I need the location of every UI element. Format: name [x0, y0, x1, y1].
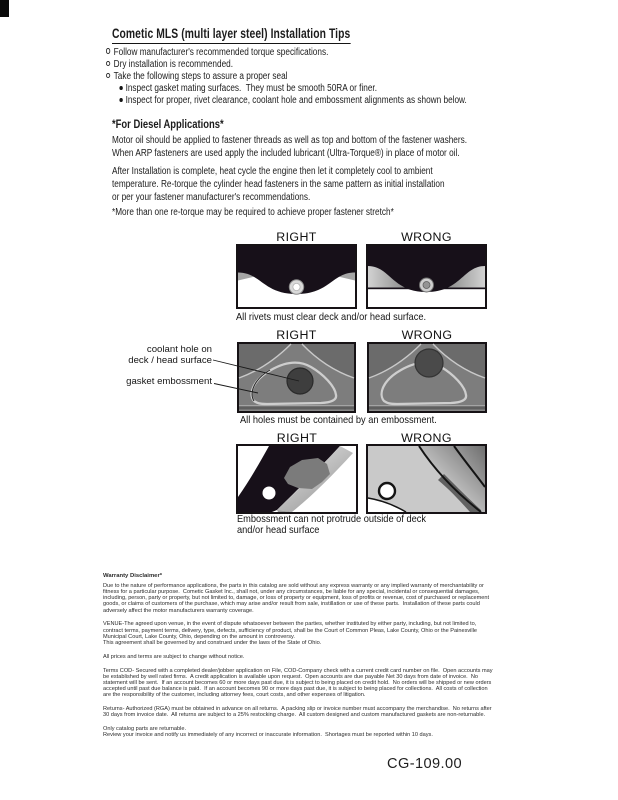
legal-line: including, person, party or property, but not limited to, damage, or loss of property or equipment, loss of profits or revenue, cost of purchased or replacement — [103, 595, 490, 602]
terms-paragraph — [103, 668, 533, 698]
prices-paragraph — [103, 654, 533, 660]
leader-lines — [210, 352, 302, 396]
filled-bullet-icon — [119, 86, 122, 90]
tip-bullet-text: Dry installation is recommended. — [113, 59, 234, 71]
right-label: RIGHT — [276, 430, 318, 445]
legal-line: statement will be sent. If an account becomes 60 or more days past due, it is subject to being placed on credit hold. No orders will be shipped or new orders — [103, 679, 492, 686]
tip-sub-bullet-text: Inspect gasket mating surfaces. They must be smooth 50RA or finer. — [125, 83, 378, 95]
legal-line: Returns- Authorized (RGA) must be obtained in advance on all returns. A packing slip or invoice number must accompany the merchandise. No returns after — [103, 705, 492, 712]
embossment-caption — [237, 515, 426, 537]
venue-paragraph — [103, 621, 533, 645]
warranty-paragraph — [103, 583, 533, 613]
open-bullet-icon — [106, 48, 110, 53]
right-label: RIGHT — [276, 230, 317, 244]
diesel-paragraph-2 — [112, 165, 445, 204]
right-label: RIGHT — [276, 327, 317, 342]
rivet-caption: All rivets must clear deck and/or head surface. — [236, 312, 427, 323]
legal-line: All prices and terms are subject to change without notice. — [103, 653, 245, 660]
tip-sub-bullet — [119, 95, 466, 107]
wrong-label: WRONG — [401, 430, 452, 445]
diesel-heading: *For Diesel Applications* — [112, 117, 224, 131]
diagram-embossment-right-graphic — [236, 444, 358, 514]
paragraph-line: temperature. Re-torque the cylinder head fasteners in the same pattern as initial installation — [112, 179, 445, 190]
legal-line: contract terms, payment terms, delivery, type, defects, sufficiency of product, shall be the Court of Common Pleas, Lake County, Ohio or the Painesville — [103, 627, 478, 634]
legal-line: fitness for a particular purpose. Cometic Gasket Inc., shall not, under any circumstances, be liable for any special, incidental or consequential damages, — [103, 589, 480, 596]
legal-line: 30 days from invoice date. All returns are subject to a 25% restocking charge. All custom designed and custom manufactured gaskets are non-returnable. — [103, 711, 486, 718]
tip-sub-bullet — [119, 83, 466, 95]
diagram-embossment-wrong-graphic — [366, 444, 487, 514]
filled-bullet-icon — [119, 98, 122, 102]
legal-line: Only catalog parts are returnable. — [103, 725, 187, 732]
legal-line: are the responsibility of the customer, including attorney fees, court costs, and other expenses of litigation. — [103, 691, 366, 698]
legal-heading: Warranty Disclaimer* — [103, 573, 163, 579]
installation-tips-list — [106, 47, 467, 107]
caption-line: and/or head surface — [237, 524, 320, 536]
page-number: CG-109.00 — [387, 756, 462, 772]
open-bullet-icon — [106, 61, 110, 66]
label-line: gasket embossment — [126, 375, 212, 387]
legal-line: goods, or claims of customers of the purchase, which may arise and/or result from sale, instillation or use of these parts. Installation of these parts could — [103, 601, 480, 608]
legal-line: Review your invoice and notify us immediately of any incorrect or inaccurate information. Shortages must be reported within 10 days. — [103, 731, 433, 738]
tip-bullet-text: Take the following steps to assure a proper seal — [113, 71, 288, 83]
paragraph-line: When ARP fasteners are used apply the included lubricant (Ultra-Torque®) in place of motor oil. — [112, 148, 460, 159]
tip-sub-bullet-text: Inspect for proper, rivet clearance, coolant hole and embossment alignments as shown below. — [125, 95, 467, 107]
legal-line: be established by well rated firms. A credit application is available upon request. Open accounts are due payable Net 30 days from date of invoice. No — [103, 673, 478, 680]
diagram-coolant-wrong-graphic — [367, 342, 487, 413]
legal-line: adversely affect the motor manufacturers warranty coverage. — [103, 607, 254, 614]
legal-line: VENUE-The agreed upon venue, in the event of dispute whatsoever between the parties, whether instituted by either party, including, but not limited to, — [103, 621, 477, 628]
tip-bullet — [106, 47, 467, 59]
legal-line: Due to the nature of performance applications, the parts in this catalog are sold without any express warranty or any implied warranty of merchantability or — [103, 583, 484, 590]
legal-line: accepted until past due balance is paid. If an account becomes 90 or more days past due, it is subject to being placed for collections. All costs of collection — [103, 685, 488, 692]
paragraph-line: Motor oil should be applied to fastener threads as well as top and bottom of the fastener washers. — [112, 135, 467, 146]
label-line: deck / head surface — [128, 354, 212, 366]
corner-registration-mark — [0, 0, 9, 17]
retorque-note — [112, 206, 394, 219]
legal-line: Terms COD- Secured with a completed dealer/jobber application on File, COD-Company check with a current credit card number on file. Open accounts may — [103, 667, 493, 674]
caption-line: Embossment can not protrude outside of deck — [237, 514, 427, 525]
gasket-embossment-label — [96, 377, 212, 388]
legal-line: This agreement shall be governed by and construed under the laws of the State of Ohio. — [103, 639, 322, 646]
legal-line: Municipal Court, Lake County, Ohio, depending on the amount in controversy. — [103, 633, 295, 640]
wrong-label: WRONG — [401, 230, 452, 244]
diagram-rivet-wrong-graphic — [366, 244, 487, 309]
paragraph-line: or per your fastener manufacturer's recommendations. — [112, 192, 311, 203]
label-line: coolant hole on — [146, 344, 212, 355]
legal-section — [103, 573, 533, 746]
diagram-rivet-right-graphic — [236, 244, 357, 309]
paragraph-line: *More than one re-torque may be required to achieve proper fastener stretch* — [112, 207, 394, 218]
tip-bullet — [106, 71, 467, 83]
tip-bullet — [106, 59, 467, 71]
wrong-label: WRONG — [401, 327, 453, 342]
catalog-paragraph — [103, 726, 533, 738]
returns-paragraph — [103, 706, 533, 718]
page-title: Cometic MLS (multi layer steel) Installation Tips — [112, 26, 350, 44]
tip-bullet-text: Follow manufacturer's recommended torque specifications. — [113, 47, 329, 58]
open-bullet-icon — [106, 73, 110, 78]
coolant-hole-label — [96, 345, 212, 366]
diesel-paragraph-1 — [112, 134, 467, 160]
holes-caption: All holes must be contained by an embossment. — [240, 414, 437, 426]
paragraph-line: After Installation is complete, heat cycle the engine then let it completely cool to ambient — [112, 166, 433, 177]
